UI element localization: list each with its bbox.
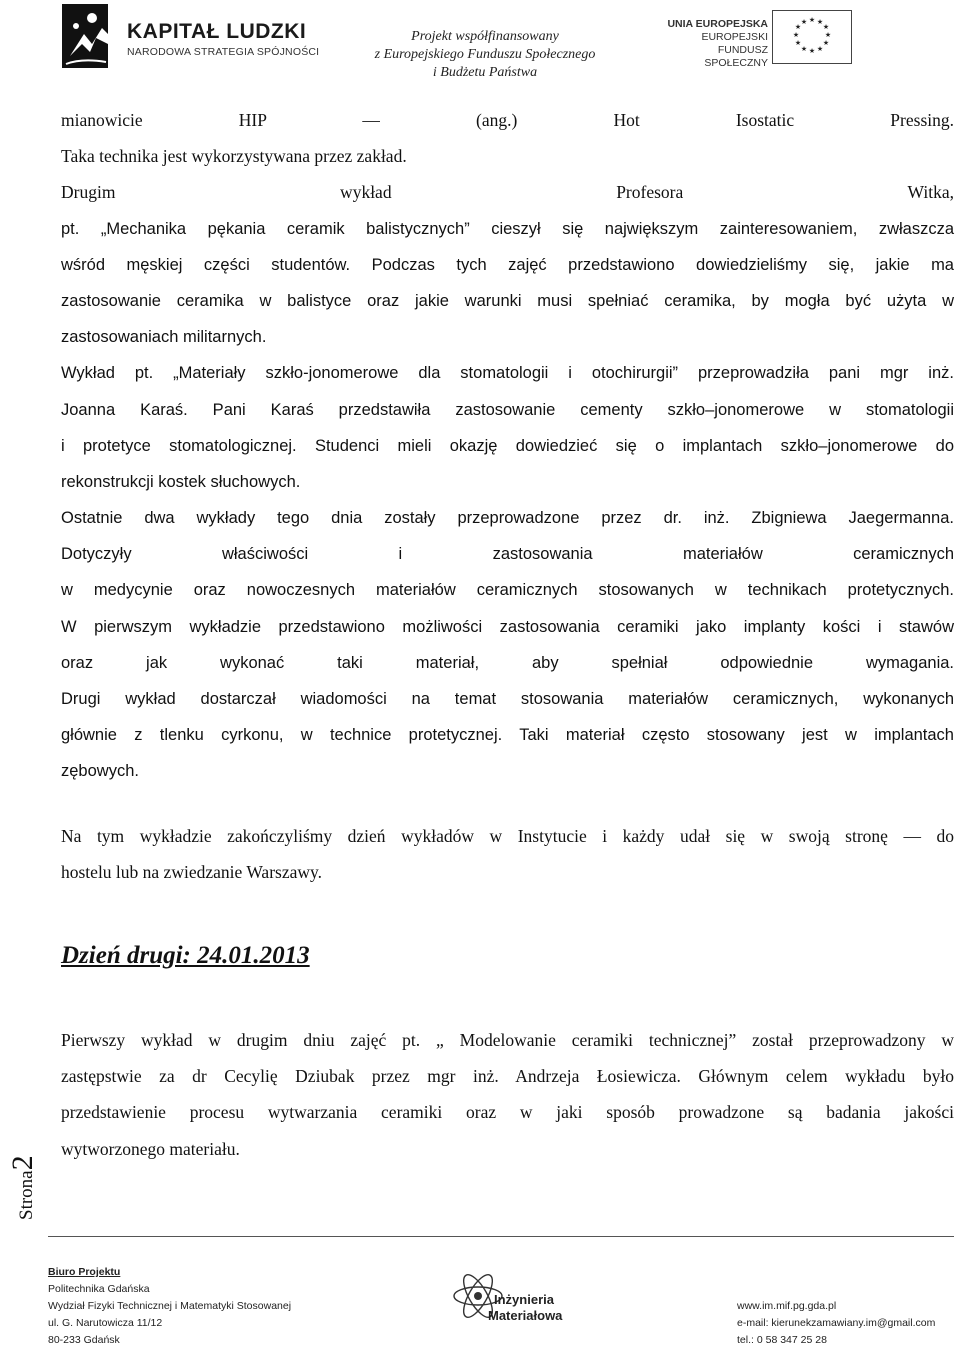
text-line: oraz jak wykonać taki materiał, aby spełniał odpowiednie wymagania. [61, 653, 954, 672]
document-body [61, 102, 954, 1167]
footer-street: ul. G. Narutowicza 11/12 [48, 1317, 163, 1329]
svg-text:★: ★ [824, 31, 832, 39]
page-label: Strona [16, 1170, 37, 1220]
text-line: Taka technika jest wykorzystywana przez zakład. [61, 146, 407, 167]
footer-phone: tel.: 0 58 347 25 28 [737, 1334, 827, 1346]
page-number [6, 1140, 42, 1220]
footer-divider [48, 1236, 954, 1237]
text-line: wśród męskiej części studentów. Podczas tych zajęć przedstawiono dowiedzieliśmy się, jakie ma [61, 255, 954, 274]
text-line: Drugi wykład dostarczał wiadomości na temat stosowania materiałów ceramicznych, wykonanych [61, 690, 954, 708]
kapital-ludzki-subtitle: NARODOWA STRATEGIA SPÓJNOŚCI [127, 46, 320, 58]
text-line: Joanna Karaś. Pani Karaś przedstawiła zastosowanie cementy szkło–jonomerowe w stomatologii [61, 400, 954, 419]
footer-office-title: Biuro Projektu [48, 1266, 121, 1278]
eu-line-2: EUROPEJSKI [701, 31, 768, 43]
footer-address [48, 1264, 291, 1349]
page-number-text [6, 1155, 40, 1220]
text-line: zastępstwie za dr Cecylię Dziubak przez mgr inż. Andrzeja Łosiewicza. Głównym celem wykładu było [61, 1066, 954, 1087]
footer-email-link[interactable]: e-mail: kierunekzamawiany.im@gmail.com [737, 1317, 936, 1329]
svg-text:★: ★ [794, 39, 802, 47]
text-line: zastosowaniach militarnych. [61, 328, 267, 347]
logo-line-2: Materiałowa [488, 1308, 563, 1323]
logo-line-1: Inżynieria [494, 1292, 554, 1307]
footer-faculty: Wydział Fizyki Technicznej i Matematyki Stosowanej [48, 1300, 292, 1312]
text-line: zastosowanie ceramika w balistyce oraz jakie warunki musi spełniać ceramika, by mogła być użyta w [61, 291, 954, 310]
cofinancing-line-1: Projekt współfinansowany [411, 29, 559, 44]
text-line: hostelu lub na zwiedzanie Warszawy. [61, 861, 322, 882]
inzynieria-materialowa-logo-icon [450, 1258, 570, 1340]
svg-text:★: ★ [808, 16, 816, 24]
text-line: Wykład pt. „Materiały szkło-jonomerowe dla stomatologii i otochirurgii” przeprowadziła pani mgr inż. [61, 364, 954, 383]
eu-logo-text [664, 18, 768, 70]
svg-text:★: ★ [800, 18, 808, 26]
cofinancing-note [360, 28, 610, 82]
svg-text:★: ★ [800, 45, 808, 53]
svg-text:★: ★ [822, 39, 830, 47]
svg-text:★: ★ [792, 31, 800, 39]
text-line: w medycynie oraz nowoczesnych materiałów ceramicznych stosowanych w technikach protetycznych. [61, 581, 954, 600]
svg-text:★: ★ [816, 18, 824, 26]
text-line: głównie z tlenku cyrkonu, w technice protetycznej. Taki materiał często stosowany jest w implantach [61, 726, 954, 745]
text-line: Na tym wykładzie zakończyliśmy dzień wykładów w Instytucie i każdy udał się w swoją stronę — do [61, 825, 954, 846]
cofinancing-line-3: i Budżetu Państwa [432, 65, 538, 80]
footer-contact [737, 1264, 935, 1349]
text-line: i protetyce stomatologicznej. Studenci mieli okazję dowiedzieć się o implantach szkło–jonomerowe do [61, 436, 954, 455]
text-line: Drugim wykład Profesora Witka, [61, 182, 954, 203]
kapital-ludzki-logo-icon [62, 4, 122, 68]
cofinancing-line-2: z Europejskiego Funduszu Społecznego [374, 47, 596, 62]
section-heading: Dzień drugi: 24.01.2013 [61, 941, 310, 969]
eu-line-1: UNIA EUROPEJSKA [667, 18, 768, 30]
text-line: W pierwszym wykładzie przedstawiono możliwości zastosowania ceramiki jako implanty kości i stawów [61, 617, 954, 636]
svg-text:★: ★ [808, 47, 816, 55]
text-line: zębowych. [61, 762, 139, 781]
footer-city: 80-233 Gdańsk [48, 1334, 120, 1346]
footer-website-link[interactable]: www.im.mif.pg.gda.pl [737, 1300, 837, 1312]
text-line: Pierwszy wykład w drugim dniu zajęć pt. „ Modelowanie ceramiki technicznej” został przeprowadzony w [61, 1029, 954, 1050]
footer-university: Politechnika Gdańska [48, 1283, 150, 1295]
kapital-ludzki-title: KAPITAŁ LUDZKI [127, 20, 307, 43]
page-header [0, 0, 960, 88]
text-line: rekonstrukcji kostek słuchowych. [61, 472, 301, 491]
eu-line-3: FUNDUSZ SPOŁECZNY [704, 44, 768, 69]
page-number-value: 2 [6, 1155, 39, 1171]
text-line: Dotyczyły właściwości i zastosowania materiałów ceramicznych [61, 545, 954, 564]
text-line: mianowicie HIP — (ang.) Hot Isostatic Pressing. [61, 110, 954, 130]
text-line: wytworzonego materiału. [61, 1138, 240, 1159]
eu-flag-icon [772, 10, 852, 64]
svg-text:★: ★ [794, 23, 802, 31]
text-line: przedstawienie procesu wytwarzania ceramiki oraz w jaki sposób prowadzone są badania jakości [61, 1102, 954, 1123]
text-line: Ostatnie dwa wykłady tego dnia zostały przeprowadzone przez dr. inż. Zbigniewa Jaegermanna. [61, 509, 954, 528]
svg-text:★: ★ [822, 23, 830, 31]
text-line: pt. „Mechanika pękania ceramik balistycznych” cieszył się największym zainteresowaniem, zwłaszcza [61, 219, 954, 238]
svg-text:★: ★ [816, 45, 824, 53]
